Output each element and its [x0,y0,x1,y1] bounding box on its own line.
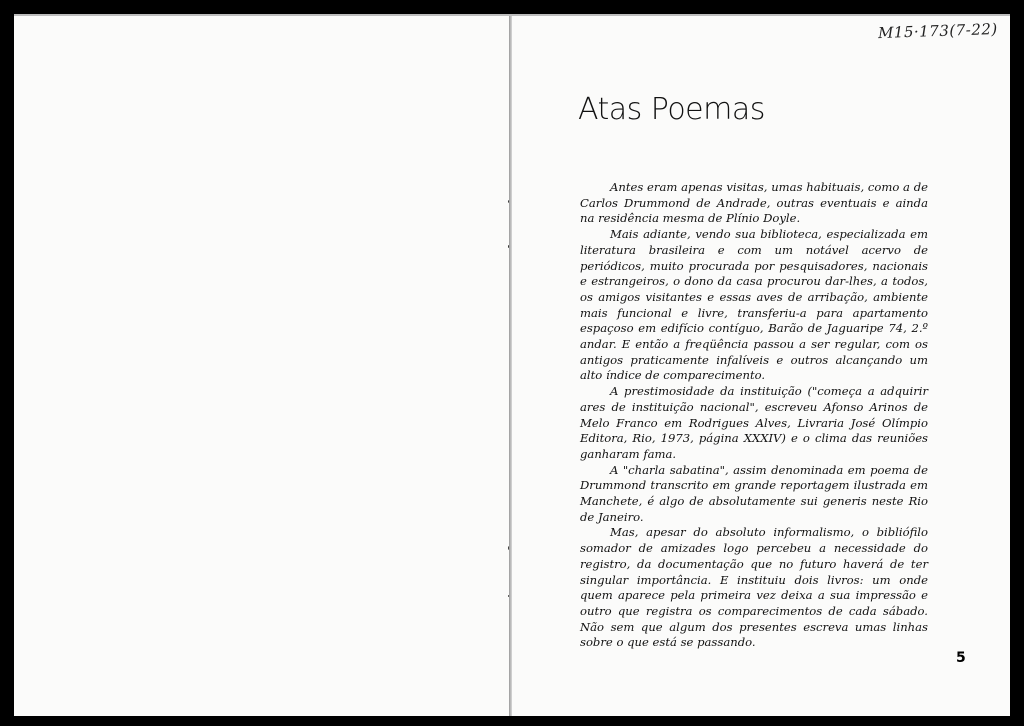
right-page [512,14,1010,716]
page-title: Atas Poemas [578,92,765,127]
paragraph-3: A prestimosidade da instituição ("começa a adquirir ares de instituição nacional", escreveu Afonso Arinos de Melo Franco em Rodrigues Alves, Livraria José Olímpio Editora, Rio, 1973, página XXXIV) e o clima das reuniões ganharam fama. [580,384,928,461]
body-text [580,180,928,651]
paragraph-4: A "charla sabatina", assim denominada em poema de Drummond transcrito em grande reportagem ilustrada em Manchete, é algo de absolutamente sui generis neste Rio de Janeiro. [580,462,928,524]
paragraph-1: Antes eram apenas visitas, umas habituais, como a de Carlos Drummond de Andrade, outras eventuais e ainda na residência mesma de Plínio Doyle. [580,180,928,226]
book-gutter [509,14,512,716]
paragraph-5: Mas, apesar do absoluto informalismo, o bibliófilo somador de amizades logo percebeu a necessidade do registro, da documentação que no futuro haverá de ter singular importância. E instituiu dois livros: um onde quem aparece pela primeira vez deixa a sua impressão e outro que registra os comparecimentos de cada sábado. Não sem que algum dos presentes escreva umas linhas sobre o que está se passando. [580,525,928,650]
page-top-edge [14,14,1010,16]
paragraph-2: Mais adiante, vendo sua biblioteca, especializada em literatura brasileira e com um notável acervo de periódicos, muito procurada por pesquisadores, nacionais e estrangeiros, o dono da casa procurou dar-lhes, a todos, os amigos visitantes e essas aves de arribação, ambiente mais funcional e livre, transferiu-a para apartamento espaçoso em edifício contíguo, Barão de Jaguaripe 74, 2.º andar. E então a freqüência passou a ser regular, com os antigos praticamente infalíveis e outros alcançando um alto índice de comparecimento. [580,227,928,383]
left-page-blank [14,14,511,716]
page-number: 5 [956,650,966,666]
handwritten-catalog-mark: M15·173(7-22) [877,19,999,43]
